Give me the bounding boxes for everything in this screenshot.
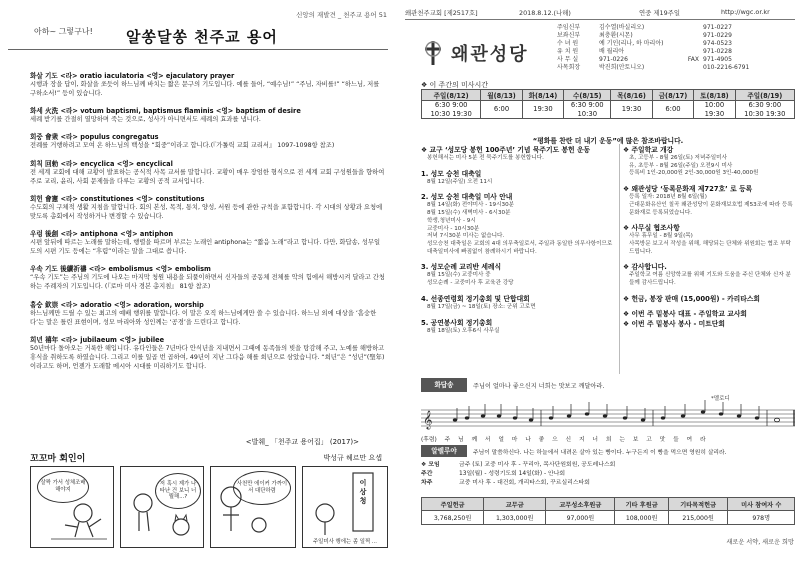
- news-body: 8월 18일(토) 오후6시 사무실: [427, 327, 500, 334]
- meeting-row: [421, 470, 795, 479]
- comic-title: 꼬꼬마 회인이: [30, 454, 86, 464]
- series-label: 신앙의 재발견 _ 천주교 용어 51: [296, 11, 387, 19]
- comic-author: 박성규 헤르만 요셉: [323, 454, 382, 462]
- page-title: 알쏭달쏭 천주교 용어: [126, 28, 278, 46]
- term-description: 시행과 장을 답이, 화살을 쏘듯이 하느님께 바치는 짧은 문구의 기도입니다. 예를 들어, “예수님!” “주님, 자비를!” “하느님, 저를 구하소서!” 등이 있습니다.: [30, 81, 380, 98]
- mass-day: 주일(8/12): [422, 90, 481, 101]
- running-child-icon: [31, 467, 114, 548]
- news-item: [421, 261, 617, 287]
- news-body: 8월 15일(수) 교중미사 중 성모순례 - 교중미사 후 교육관 강당: [427, 272, 514, 287]
- staff-role: 사목회장: [557, 63, 581, 71]
- mass-time: 19:30: [522, 101, 563, 119]
- alleluia-text: 주님이 말씀하신다. 나는 하늘에서 내려온 살아 있는 빵이다. 누구든지 이 빵을 먹으면 영원히 살리라.: [473, 450, 727, 456]
- offering-value: 978명: [728, 511, 795, 525]
- staff-extra: [667, 48, 703, 56]
- offering-value: 1,303,000원: [484, 511, 546, 525]
- comic-strip: [30, 466, 388, 548]
- staff-extra: [667, 24, 703, 32]
- staff-role: 주임신부: [557, 24, 581, 31]
- offering-header: 미사 참여자 수: [728, 498, 795, 511]
- staff-phone: 971-0227: [703, 24, 732, 31]
- header-divider: [8, 49, 388, 50]
- news-heading: 3. 성모순례 교리반 세례식: [421, 263, 502, 272]
- news-item: [623, 293, 795, 303]
- mass-time: 10:00 19:30: [694, 101, 735, 119]
- staff-role: 유 치 원: [557, 47, 579, 55]
- term-description: 전 세계 교회에 대해 교황이 발표하는 공식적 사목 교서를 말합니다. 교황이 매우 장엄한 형식으로 전 세계 교회 구성원들을 향하여 주로 교리, 윤리, 사회 문제들을 다루는 교황의 공적 교서입니다.: [30, 168, 385, 185]
- offering-header: 기타 후원금: [615, 498, 668, 511]
- news-heading: 2. 성모 승천 대축일 미사 안내: [421, 193, 513, 202]
- term-entry: [30, 228, 386, 256]
- church-logo: [421, 38, 541, 68]
- news-heading: ❖ 이번 주 밑봉사 대표 - 주일학교 교사회 ❖ 이번 주 밑봉사 봉사 - 미트단회: [623, 309, 747, 328]
- staff-row: [557, 64, 797, 72]
- offering-header: 주일헌금: [422, 498, 484, 511]
- mass-schedule-title: ❖ 이 주간의 미사시간: [421, 81, 489, 89]
- news-heading: ❖ 사무실 협조사항: [623, 224, 680, 233]
- meeting-key: ❖ 모임: [421, 462, 440, 468]
- comic-panel-1: [30, 466, 114, 548]
- mass-day: 수(8/15): [564, 90, 611, 101]
- news-item: [421, 168, 617, 187]
- term-description: 수도회의 구체적 생활 지침을 말합니다. 회의 본성, 목적, 통치, 양성, 서원 등에 관한 규칙을 포함합니다. 각 시대의 상황과 요청에 맞도록 총회에서 작성하거나 변경할 수 있습니다.: [30, 203, 383, 220]
- staff-role: 수 녀 원: [557, 39, 579, 47]
- term-heading: 회칙 回勅 <라> encyclica <영> encyclical: [30, 159, 173, 168]
- term-description: 하느님께만 드릴 수 있는 최고의 예배 행위를 말합니다. 이 말은 오직 하느님에게만 쓸 수 있습니다. 하느님 외에 대상을 ‘흠숭한다’는 말은 틀린 표현이며, 성모 마리아와 성인께는 ‘공경’을 드린다고 합니다.: [30, 309, 377, 326]
- term-description: “우속 기도”는 주님의 기도에 나오는 마지막 청원 내용을 되풀이하면서 신자들의 공동체 전체를 악의 힘에서 해방시켜 달라고 간청하는 주례자의 기도입니다. (『로마 미사 경본 총지침』 81항 참조): [30, 274, 385, 291]
- comic-panel-2: [120, 466, 204, 548]
- mass-time: 6:30 9:00 10:30 19:30: [735, 101, 794, 119]
- offering-value: 108,000원: [615, 511, 668, 525]
- mass-time: 19:30: [611, 101, 652, 119]
- parent-child-icon: [211, 467, 296, 548]
- logo-text: 왜관성당: [451, 44, 529, 65]
- mass-schedule-table: [421, 89, 795, 119]
- staff-extra: [667, 64, 703, 72]
- comic-caption: 주일미사 행에는 좀 일찍 ...: [312, 539, 378, 545]
- cross-logo-icon: [421, 40, 445, 66]
- staff-extra: [667, 32, 703, 40]
- news-item: [623, 308, 795, 328]
- news-heading: ❖ 헌금, 봉장 판매 (15,000원) - 카리타스회: [623, 294, 760, 303]
- news-heading: 5. 공연봉사회 정기총회: [421, 318, 493, 327]
- term-description: 50년마다 돌아오는 거룩한 해입니다. 유다인들은 7년마다 안식년을 지내면서 그때에 동족들의 빚을 탕감해 주고, 노예를 해방하고 휴식을 취하도록 하였습니다. 그리고 이를 일곱 번 곱하여, 49년이 지난 그다음 해를 희년으로 삼았습니다. “희년”은 “성년”(聖年)이라고도 하며, 언젠가 도래할 메시아 시대를 미리하기도 합니다.: [30, 344, 385, 370]
- staff-name: 최충환(시몬): [599, 31, 633, 39]
- news-item: [623, 183, 795, 217]
- meeting-key: 주간: [421, 470, 433, 477]
- comic-header: [30, 451, 388, 465]
- staff-name: 박진희(안토니오): [599, 63, 645, 71]
- staff-row: [557, 48, 797, 56]
- term-heading: 희년 禧年 <라> jubilaeum <영> jubilee: [30, 335, 165, 344]
- term-entry: [30, 193, 386, 221]
- term-heading: 우속 기도 後續祈禱 <라> embolismus <영> embolism: [30, 265, 211, 274]
- term-entry: [30, 70, 386, 98]
- meeting-key: 차주: [421, 479, 433, 486]
- meeting-row: [421, 461, 795, 470]
- news-body: 8월 12일(주일) 오전 11시: [427, 178, 493, 185]
- staff-phone: 971-4905: [703, 55, 732, 63]
- mass-day: 목(8/16): [611, 90, 652, 101]
- score-mark: *멜로디: [711, 396, 730, 402]
- speech-bubble: 살짝 가서 성체조배해야지: [37, 471, 89, 503]
- staff-phone: 974-0523: [703, 39, 732, 47]
- meeting-value: 13일(월) - 성령기도회 14일(화) - 안나회: [459, 470, 566, 477]
- term-heading: 회중 會衆 <라> populus congregatus: [30, 133, 159, 142]
- term-entry: [30, 263, 386, 291]
- liturgical-week: 연중 제19주일: [639, 9, 681, 17]
- meeting-row: [421, 479, 795, 488]
- news-body: 사무 휴무일 - 8월 9일(목) 사목방문 보고서 작성을 위해, 해당되는 단체와 위원회는 협조 부탁드립니다.: [629, 233, 791, 255]
- mass-time: 6:00: [481, 101, 522, 119]
- offering-header: 교무금: [484, 498, 546, 511]
- news-body: 봉헌해서는 미사 5분 전 묵주기도를 봉헌합니다.: [427, 155, 544, 161]
- parish-motto: 새로운 서약, 새로운 희망: [726, 539, 794, 546]
- offering-value: 215,000원: [668, 511, 728, 525]
- mass-day: 금(8/17): [652, 90, 693, 101]
- staff-extra: [667, 40, 703, 48]
- mass-day: 토(8/18): [694, 90, 735, 101]
- alleluia-label: 알렐루야: [421, 445, 467, 457]
- term-entry: [30, 158, 386, 186]
- alleluia-bar: [421, 445, 795, 457]
- offering-value-row: [422, 511, 795, 525]
- term-description: 시편 앞뒤에 따르는 노래를 말하는데, 행렬을 따르며 부르는 노래인 antiphona는 “짧음 노래”라고 합니다. 다만, 화답송, 성무일도의 시편 기도 등에는 “후렴”이라는 말을 그대로 씁니다.: [30, 239, 381, 256]
- staff-name: 971-0226: [599, 55, 628, 63]
- church-sign-icon: [303, 467, 388, 548]
- staff-row: [557, 40, 797, 48]
- psalm-lyrics: (후렴) 주 님 께 서 얼 마 나 좋 으 신 지 너 희 는 보 고 맛 들 여 라: [421, 437, 706, 443]
- term-entry: [30, 105, 386, 124]
- news-item: [421, 144, 617, 163]
- term-heading: 우렁 後創 <라> antiphona <영> antiphon: [30, 230, 174, 238]
- staff-name: 배 월리아: [599, 47, 625, 55]
- offering-header-row: [422, 498, 795, 511]
- term-heading: 화살 기도 <라> oratio iaculatoria <영> ejaculatory prayer: [30, 72, 235, 80]
- treble-clef-icon: 𝄞: [423, 410, 433, 429]
- news-body: 8월 17일(금) ~ 18일(토) 장소: 군위 고로면: [427, 303, 536, 310]
- news-item: [623, 144, 795, 178]
- news-item: [421, 317, 617, 336]
- left-header: [0, 10, 395, 26]
- staff-role: 사 무 실: [557, 55, 579, 63]
- left-page: [0, 0, 395, 565]
- news-item: [421, 293, 617, 312]
- term-heading: 회헌 會憲 <라> constitutiones <영> constitutions: [30, 194, 205, 203]
- term-list: [30, 70, 386, 378]
- news-heading: ❖ 왜관성당 ‘동록문화재 제727호’ 로 등록: [623, 185, 753, 194]
- speech-bubble: 사천만 에이커 가까이서 대단하렴: [233, 471, 291, 505]
- news-heading: ❖ 주일학교 개강: [623, 146, 674, 154]
- staff-row: [557, 24, 797, 32]
- psalm-label: 화답송: [421, 378, 467, 392]
- source-citation: <발췌_ 「천주교 용어집」 (2017)>: [245, 438, 359, 446]
- staff-phone: 971-0229: [703, 31, 732, 39]
- staff-name: 예 기인(리나, 하 마리아): [599, 39, 664, 47]
- campaign-banner: “평화를 찬란 더 내기 운동”에 많은 참조바랍니다.: [532, 137, 684, 145]
- term-heading: 화세 火洗 <라> votum baptismi, baptismus flaminis <영> baptism of desire: [30, 107, 301, 116]
- bulletin-date: 2018.8.12.(나해): [519, 9, 571, 17]
- staff-phone: 971-0228: [703, 47, 732, 55]
- comic-panel-3: [210, 466, 296, 548]
- church-sign-text: 이 상 청: [359, 479, 367, 506]
- offering-header: 기타목적헌금: [668, 498, 728, 511]
- news-heading: 1. 성모 승천 대축일: [421, 169, 482, 178]
- responsorial-psalm-bar: [421, 378, 795, 392]
- column-divider: [619, 144, 620, 374]
- staff-name: 김수열(바실리오): [599, 24, 645, 31]
- offering-value: 3,768,250원: [422, 511, 484, 525]
- comic-panel-4: [302, 466, 388, 548]
- term-description: 세례 받기를 간절히 열망하며 죽는 것으로, 성사가 아니면서도 세례의 효과를 냅니다.: [30, 116, 261, 124]
- news-heading: ❖ 감사합니다.: [623, 263, 667, 272]
- speech-bubble: 저 혹시 제가 나타난 건 보니 너 뭘해...?: [155, 473, 201, 509]
- staff-phone: 010-2216-6791: [703, 63, 750, 71]
- news-item: [421, 191, 617, 256]
- right-page: [405, 0, 800, 565]
- mass-time: 6:30 9:00 10:30: [564, 101, 611, 119]
- mass-day: 월(8/13): [481, 90, 522, 101]
- meeting-value: 교중 미사 후 - 대건회, 개리타스회, 꾸르실리스타회: [459, 479, 590, 486]
- mass-day: 주일(8/19): [735, 90, 794, 101]
- news-body: 등록 일자: 2018년 8월 6일(월) 근대문화유산인 칠곡 왜관성당이 문화재보호법 제53조에 따라 등록문화재로 등록되었습니다.: [629, 194, 793, 216]
- website-link[interactable]: http://wgc.or.kr: [721, 8, 770, 16]
- psalm-text: 주님이 얼마나 좋으신지 너희는 맛보고 깨달아라.: [473, 383, 605, 390]
- news-heading: ❖ 교구 ‘성모당 봉헌 100주년’ 기념 묵주기도 봉헌 운동: [421, 146, 591, 154]
- bulletin-name: 왜관천주교회 [제2517호]: [405, 9, 478, 17]
- term-entry: [30, 131, 386, 150]
- exclamation: 아하~ 그렇구나!: [34, 27, 93, 36]
- news-body: 주일학교 여름 신앙학교를 위해 기도와 도움을 주신 단체와 신자 분들께 감사드립니다.: [629, 272, 791, 287]
- meeting-value: 금주 (토) 교중 미사 후 - 꾸리아, 목사단원회원, 공도레나스회: [459, 462, 616, 468]
- note-heads: [453, 410, 780, 421]
- offering-value: 97,000원: [546, 511, 615, 525]
- term-description: 전례를 거행하려고 모여 온 하느님의 백성을 “회중”이라고 합니다.(『가톨릭 교회 교리서』 1097-1098항 참조): [30, 142, 335, 150]
- mass-times-row: [422, 101, 795, 119]
- staff-role: 보좌신부: [557, 31, 581, 39]
- news-body: 초, 고등부 - 8월 26일(토) 저녁주일미사 유, 초등부 - 8월 26일(주일) 오전9시 미사 등록비 1인-20,000원 2인-30,000원 3인-40,000원: [629, 155, 759, 177]
- offering-header: 교무성소후원금: [546, 498, 615, 511]
- news-column-right: [623, 144, 795, 333]
- news-heading: 4. 선종연령회 정기총회 및 단합대회: [421, 294, 530, 303]
- offering-table: [421, 497, 795, 525]
- staff-extra: FAX: [687, 55, 699, 63]
- news-column-left: [421, 144, 617, 340]
- mass-days-row: [422, 90, 795, 101]
- mass-day: 화(8/14): [522, 90, 563, 101]
- staff-row: [557, 32, 797, 40]
- news-item: [623, 261, 795, 287]
- header-divider: [405, 19, 795, 20]
- meetings-list: [421, 461, 795, 488]
- staff-directory: [557, 24, 797, 72]
- mass-time: 6:00: [652, 101, 693, 119]
- mass-time: 6:30 9:00 10:30 19:30: [422, 101, 481, 119]
- news-item: [623, 222, 795, 256]
- term-entry: [30, 334, 386, 371]
- term-heading: 흠숭 欽崇 <라> adoratio <영> adoration, worship: [30, 300, 204, 309]
- term-entry: [30, 299, 386, 327]
- news-body: 8월 14일(화) 전야미사 - 19시30분 8월 15일(수) 새벽미사 - 6시30분 학생,청년미사 - 9시 교중미사 - 10시30분 저녁 7시30분 미사는 없습니다. 성모승천 대축일은 교회의 4대 의무축일로서, 주일과 동일한 의무사항이므로 대축일미사에 빠짐없이 참례하시기 바랍니다.: [427, 202, 613, 255]
- staff-row: [557, 56, 797, 64]
